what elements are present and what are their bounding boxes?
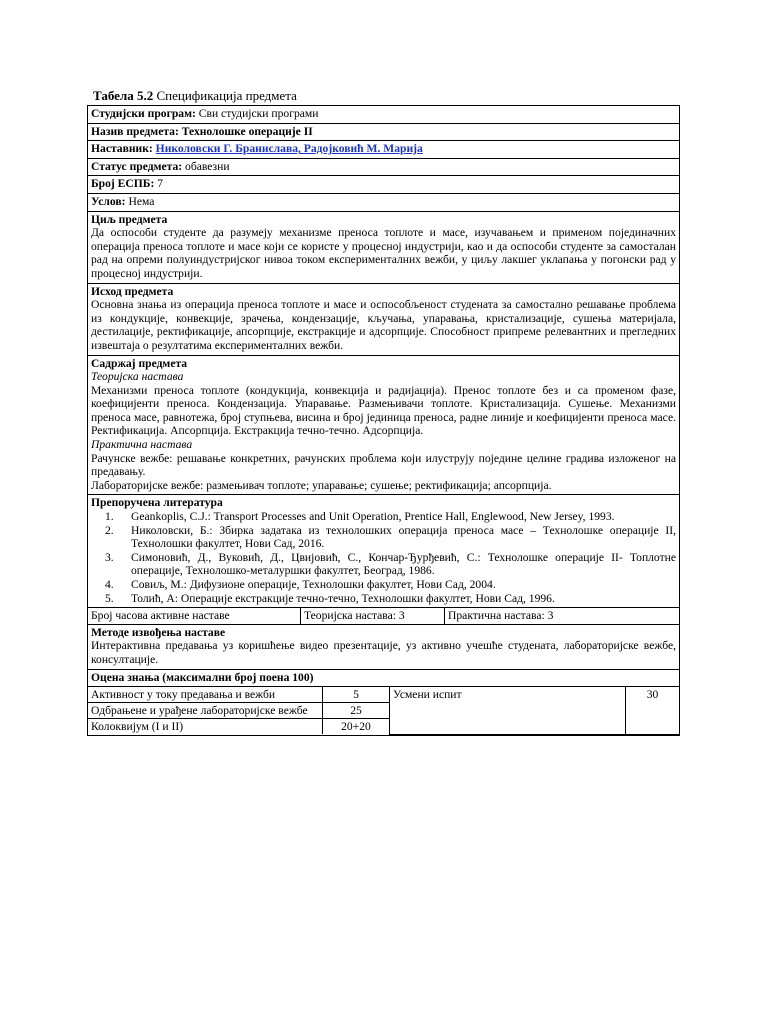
theory-heading: Теоријска настава bbox=[91, 370, 184, 384]
theory-hours: Теоријска настава: 3 bbox=[301, 608, 445, 624]
grading-item-points: 5 bbox=[323, 687, 390, 703]
active-hours-label: Број часова активне наставе bbox=[88, 608, 301, 624]
ects-value: 7 bbox=[157, 177, 164, 191]
teaching-methods-section bbox=[88, 625, 679, 670]
prerequisite-value: Нема bbox=[128, 194, 155, 208]
teachers-label: Наставник: bbox=[91, 142, 153, 156]
study-program-row bbox=[88, 106, 679, 124]
literature-list bbox=[91, 510, 676, 605]
grading-item-name: Активност у току предавања и вежби bbox=[88, 687, 323, 703]
lab-text: Лабораторијске вежбе: размењивач топлоте; упаравање; сушење; ректификација; апсорпција. bbox=[91, 478, 552, 492]
literature-item bbox=[91, 551, 676, 578]
grading-heading-row bbox=[88, 670, 679, 688]
literature-item-number: 3. bbox=[105, 550, 114, 564]
course-name-label: Назив предмета: Технолошке операције II bbox=[91, 124, 313, 138]
course-goal-section bbox=[88, 212, 679, 284]
study-program-label: Студијски програм: bbox=[91, 107, 196, 120]
literature-item-number: 2. bbox=[105, 523, 114, 537]
literature-item-text: Николовски, Б.: Збирка задатака из технолошких операција преноса масе – Технолошке операције II, Технолошки факултет, Нови Сад, 2016. bbox=[131, 523, 676, 551]
ects-label: Број ЕСПБ: bbox=[91, 177, 155, 191]
literature-item-text: Толић, А: Операције екстракције течно-течно, Технолошки факултет, Нови Сад, 1996. bbox=[131, 591, 555, 605]
teaching-hours-row bbox=[88, 608, 679, 625]
course-outcome-section bbox=[88, 284, 679, 356]
teaching-methods-heading: Методе извођења наставе bbox=[91, 625, 226, 639]
literature-item-text: Совиљ, М.: Дифузионе операције, Технолошки факултет, Нови Сад, 2004. bbox=[131, 578, 496, 591]
grading-heading: Оцена знања (максимални број поена 100) bbox=[91, 670, 314, 684]
study-program-value: Сви студијски програми bbox=[198, 107, 319, 120]
grading-item-points: 25 bbox=[323, 703, 390, 719]
grading-item-name: Одбрањене и урађене лабораторијске вежбе bbox=[88, 703, 323, 719]
teachers-row bbox=[88, 141, 679, 159]
literature-item bbox=[91, 578, 676, 592]
literature-item-number: 1. bbox=[105, 510, 114, 524]
course-content-heading: Садржај предмета bbox=[91, 356, 188, 370]
prerequisite-label: Услов: bbox=[91, 194, 126, 208]
oral-exam-name: Усмени испит bbox=[390, 687, 626, 734]
course-status-row bbox=[88, 159, 679, 177]
grading-item-points: 20+20 bbox=[323, 719, 390, 735]
literature-heading: Препоручена литература bbox=[91, 496, 223, 510]
course-status-label: Статус предмета: bbox=[91, 159, 183, 173]
grading-item-name: Колоквијум (I и II) bbox=[88, 719, 323, 735]
caption-text: Спецификација предмета bbox=[156, 88, 297, 103]
teaching-methods-text: Интерактивна предавања уз коришћење видео презентације, уз активно учешће студената, лабораторијске вежбе, консултације. bbox=[91, 639, 676, 666]
caption-label: Табела 5.2 bbox=[93, 88, 154, 103]
grading-table-wrap bbox=[88, 687, 679, 735]
literature-item bbox=[91, 524, 676, 551]
table-row bbox=[88, 687, 679, 703]
literature-item-text: Geankoplis, C.J.: Transport Processes and Unit Operation, Prentice Hall, Englewood, New Jersey, 1993. bbox=[131, 510, 615, 524]
course-content-section bbox=[88, 356, 679, 496]
practice-hours: Практична настава: 3 bbox=[448, 609, 554, 623]
literature-section bbox=[88, 495, 679, 608]
course-goal-text: Да оспособи студенте да разумеју механизме преноса топлоте и масе, изучавањем и применом појединачних операција преноса топлоте и масе који се користе у процесној индустрији, као и да оспособи студенте за самосталан рад на опреми полуиндустријског нивоа током експерименталних вежби, у циљу лакшег уклапања у погонски рад у процесној индустрији. bbox=[91, 226, 676, 280]
literature-item-number: 4. bbox=[105, 578, 114, 591]
theory-text: Механизми преноса топлоте (кондукција, конвекција и радијација). Пренос топлоте без и са променом фазе, коефицијенти преноса. Кондензација. Упаравање. Размењивачи топлоте. Кристализација. Сушење. Механизми преноса масе, равнотежа, број ступњева, висина и број јединица преноса, радне линије и коефицијенти преноса масе. Ректификација. Апсорпција. Екстракција течно-течно. Адсорпција. bbox=[91, 383, 676, 438]
literature-item-number: 5. bbox=[105, 591, 114, 605]
prerequisite-row bbox=[88, 194, 679, 212]
oral-exam-points: 30 bbox=[626, 687, 680, 734]
practice-heading: Практична настава bbox=[91, 438, 193, 452]
table-caption bbox=[93, 88, 297, 104]
practice-text: Рачунске вежбе: решавање конкретних, рачунских проблема који илуструју поједине целине градива изложеног на предавању. bbox=[91, 451, 676, 479]
literature-item bbox=[91, 510, 676, 524]
course-goal-heading: Циљ предмета bbox=[91, 212, 168, 226]
course-status-value: обавезни bbox=[185, 159, 230, 173]
grading-table bbox=[88, 687, 679, 735]
literature-item-text: Симоновић, Д., Вуковић, Д., Цвијовић, С., Кончар-Ђурђевић, С.: Технолошке операције II- Топлотне операције, Технолошко-металуршки факултет, Београд, 1986. bbox=[131, 550, 676, 578]
course-name-row bbox=[88, 124, 679, 142]
course-outcome-heading: Исход предмета bbox=[91, 284, 174, 298]
course-specification-table bbox=[87, 105, 680, 736]
literature-item bbox=[91, 592, 676, 606]
ects-row bbox=[88, 176, 679, 194]
course-outcome-text: Основна знања из операција преноса топлоте и масе и оспособљеност студената за самостално решавање проблема из кондукције, конвекције, зрачења, кондензације, кључања, упаравања, кристализације, сушења материјала, дестилације, ректификације, апсорпције, екстракције и адсорпције. Способност припреме релевантних и прегледних извештаја о резултатима експерименталних вежби. bbox=[91, 298, 676, 352]
teachers-link[interactable]: Николовски Г. Бранислава, Радојковић М. Марија bbox=[155, 142, 423, 156]
